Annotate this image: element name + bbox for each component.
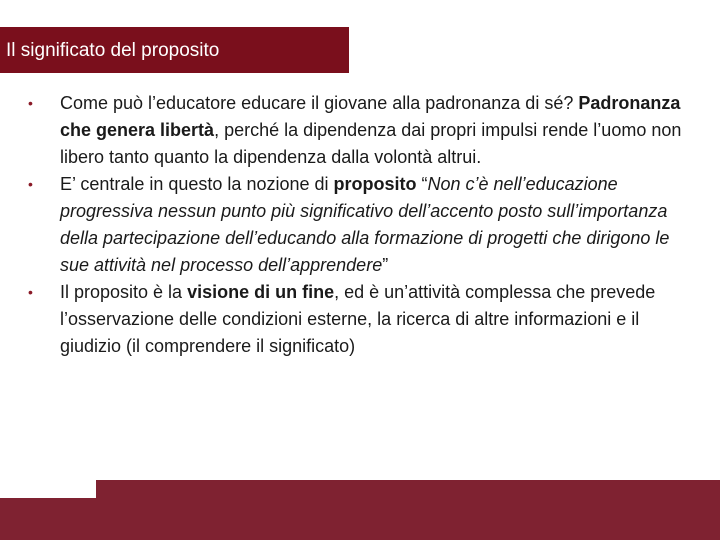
bullet-dot-icon: • <box>28 284 33 300</box>
bullet-dot-icon: • <box>28 176 33 192</box>
bullet-item <box>28 90 700 171</box>
bullet-text <box>60 93 681 167</box>
bullet-segment-bold: Padronanza che genera libertà <box>60 93 681 140</box>
bullet-segment: Il proposito è la <box>60 282 188 302</box>
bullet-segment-bold: visione di un fine <box>187 282 335 302</box>
bullet-item <box>28 171 700 279</box>
bullet-item <box>28 279 700 360</box>
bullet-text <box>60 282 655 356</box>
bullet-text <box>60 174 669 275</box>
bullet-segment: , perché la dipendenza dai propri impulsi rende l’uomo non libero tanto quanto la dipendenza dalla volontà altrui. <box>60 120 682 167</box>
bullet-segment: Come può l’educatore educare il giovane alla padronanza di sé? <box>60 93 579 113</box>
bullet-segment: , ed è un’attività complessa che prevede l’osservazione delle condizioni esterne, la ricerca di altre informazioni e il giudizio (il comprendere il significato) <box>60 282 656 356</box>
title-bar <box>0 27 349 73</box>
footer-band <box>0 480 720 540</box>
bullet-segment: “ <box>416 174 428 194</box>
bullet-segment-italic: Non c’è nell’educazione progressiva nessun punto più significativo dell’accento posto sull’importanza della partecipazione dell’educando alla formazione di progetti che dirigono le sue attività nel processo dell’apprendere <box>60 174 670 275</box>
bullet-dot-icon: • <box>28 95 33 111</box>
slide-title: Il significato del proposito <box>6 39 220 61</box>
bullet-segment-bold: proposito <box>333 174 417 194</box>
bullet-segment: E’ centrale in questo la nozione di <box>60 174 334 194</box>
bullet-segment: ” <box>382 255 389 275</box>
bullet-list <box>28 90 700 360</box>
footer-notch <box>0 480 96 498</box>
